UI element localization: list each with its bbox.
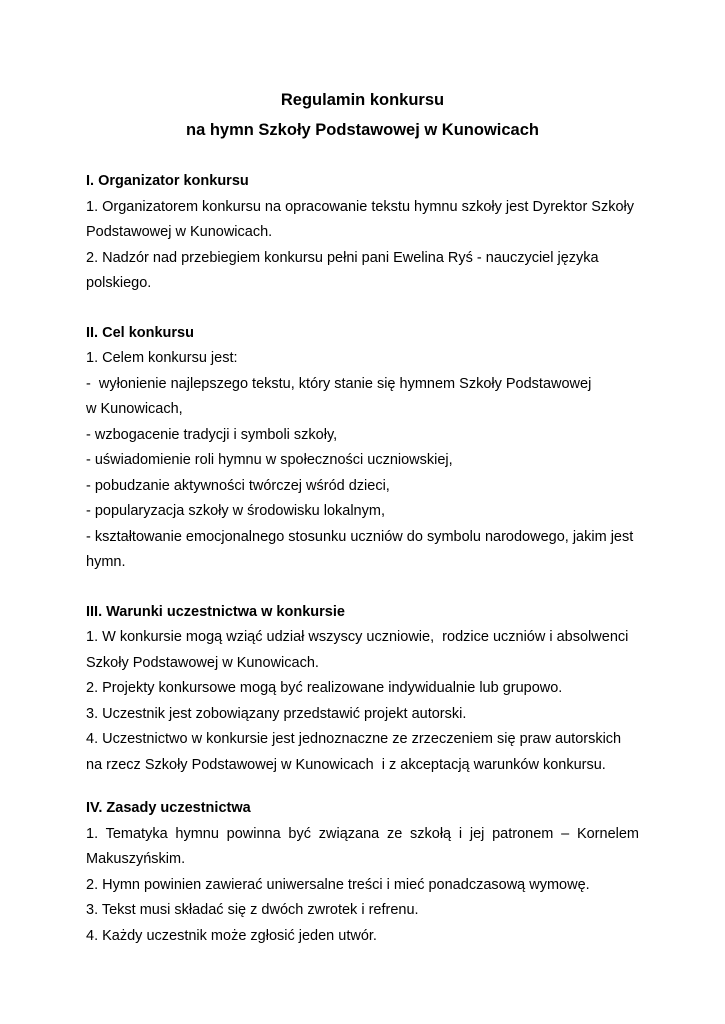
paragraph-line: 3. Tekst musi składać się z dwóch zwrotek i refrenu.	[86, 902, 419, 918]
paragraph-line: na rzecz Szkoły Podstawowej w Kunowicach i z akceptacją warunków konkursu.	[86, 756, 606, 773]
paragraph-line: 1. W konkursie mogą wziąć udział wszyscy uczniowie, rodzice uczniów i absolwenci	[86, 629, 629, 645]
paragraph-line: 2. Hymn powinien zawierać uniwersalne treści i mieć ponadczasową wymowę.	[86, 876, 590, 893]
section-participation-rules	[86, 796, 639, 949]
document-title: Regulamin konkursu	[280, 91, 445, 109]
paragraph-line: 4. Każdy uczestnik może zgłosić jeden utwór.	[86, 927, 377, 944]
paragraph-line: 2. Nadzór nad przebiegiem konkursu pełni pani Ewelina Ryś - nauczyciel języka	[86, 249, 599, 266]
list-item: - wyłonienie najlepszego tekstu, który stanie się hymnem Szkoły Podstawowej	[86, 375, 592, 392]
document-subtitle: na hymn Szkoły Podstawowej w Kunowicach	[186, 121, 539, 139]
paragraph-line: 1. Tematyka hymnu powinna być związana ze szkołą i jej patronem – Kornelem	[86, 825, 639, 842]
list-item: - pobudzanie aktywności twórczej wśród dzieci,	[86, 477, 390, 494]
paragraph-line: 4. Uczestnictwo w konkursie jest jednoznaczne ze zrzeczeniem się praw autorskich	[86, 731, 622, 747]
list-item: - uświadomienie roli hymnu w społeczności uczniowskiej,	[86, 452, 453, 468]
paragraph-line: 1. Celem konkursu jest:	[86, 350, 238, 366]
section-heading: IV. Zasady uczestnictwa	[86, 800, 251, 816]
section-heading: II. Cel konkursu	[86, 324, 194, 341]
paragraph-line: hymn.	[86, 554, 126, 570]
section-goal	[86, 321, 639, 576]
paragraph-line: Szkoły Podstawowej w Kunowicach.	[86, 654, 319, 671]
section-heading: III. Warunki uczestnictwa w konkursie	[86, 603, 345, 620]
section-organizer	[86, 169, 639, 297]
paragraph-line: 3. Uczestnik jest zobowiązany przedstawić projekt autorski.	[86, 705, 467, 722]
paragraph-line: polskiego.	[86, 275, 152, 291]
section-heading: I. Organizator konkursu	[86, 173, 249, 189]
list-item: - popularyzacja szkoły w środowisku lokalnym,	[86, 503, 385, 519]
section-participation-conditions	[86, 600, 639, 779]
paragraph-line: w Kunowicach,	[86, 401, 183, 417]
paragraph-line: Makuszyńskim.	[86, 851, 186, 867]
paragraph-line: 2. Projekty konkursowe mogą być realizowane indywidualnie lub grupowo.	[86, 680, 563, 696]
paragraph-line: Podstawowej w Kunowicach.	[86, 224, 273, 240]
paragraph-line: 1. Organizatorem konkursu na opracowanie tekstu hymnu szkoły jest Dyrektor Szkoły	[86, 198, 635, 215]
list-item: - kształtowanie emocjonalnego stosunku uczniów do symbolu narodowego, jakim jest	[86, 528, 634, 545]
list-item: - wzbogacenie tradycji i symboli szkoły,	[86, 426, 338, 443]
